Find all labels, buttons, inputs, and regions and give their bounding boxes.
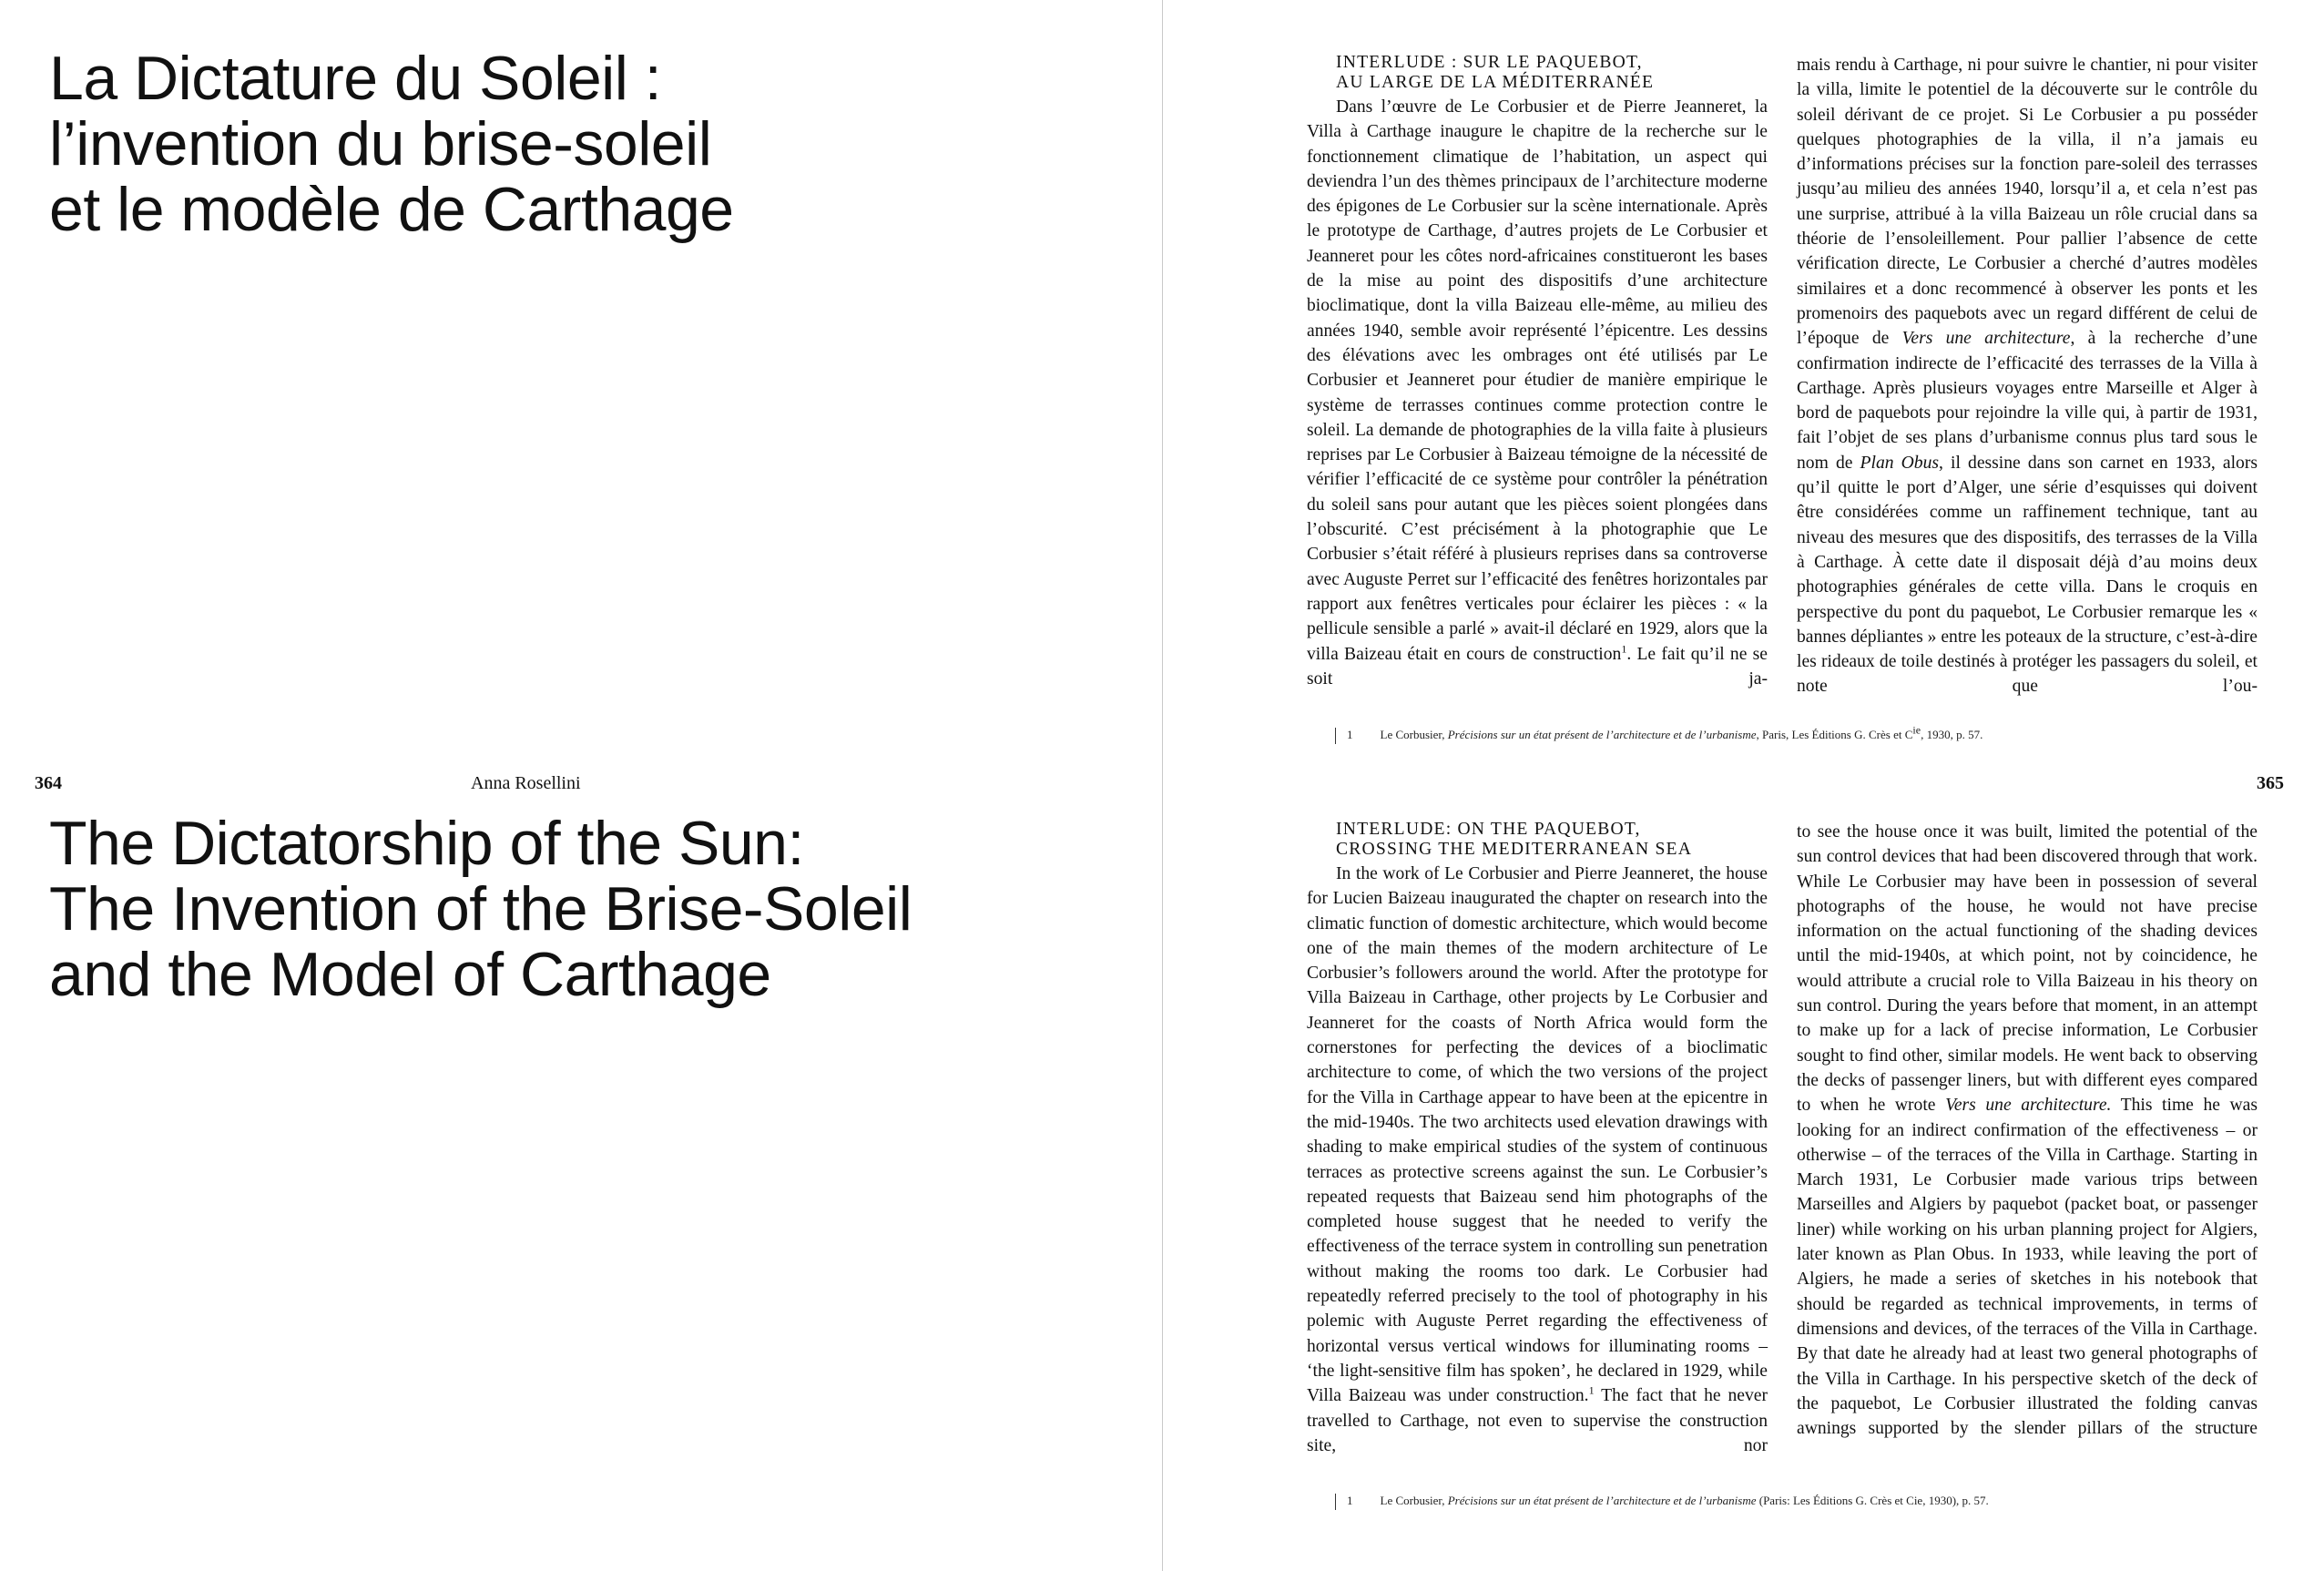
french-note-ref-1[interactable]: 1 (1621, 642, 1627, 655)
english-title (49, 811, 1078, 1007)
french-footnote-title: Précisions sur un état présent de l’architecture et de l’urbanisme (1447, 728, 1757, 741)
french-heading-line-1: INTERLUDE : SUR LE PAQUEBOT, (1336, 53, 1643, 72)
french-paragraph-2 (1797, 53, 2258, 699)
french-footnote (1335, 723, 1983, 744)
english-paragraph-1-text: In the work of Le Corbusier and Pierre Jeanneret, the house for Lucien Baizeau inaugurated the chapter on research into the climatic function of domestic architecture, which would become one of the main themes of the modern architecture of Le Corbusier’s followers around the world. After the prototype for Villa Baizeau in Carthage, other projects by Le Corbusier and Jeanneret for the coasts of North Africa would form the cornerstones for perfecting the devices of a bioclimatic architecture to come, of which the two versions of the project for the Villa in Carthage appear to have been at the epicentre in the mid-1940s. The two architects used elevation drawings with shading to make empirical studies of the system of continuous terraces as protective screens against the sun. Le Corbusier’s repeated requests that Baizeau send him photographs of the completed house suggest that he needed to verify the effectiveness of the terrace system in controlling sun penetration without making the rooms too dark. Le Corbusier had repeatedly referred precisely to the tool of photography in his polemic with Auguste Perret regarding the effectiveness of horizontal versus vertical windows for illuminating rooms – ‘the light-sensitive film has spoken’, he declared in 1929, while Villa Baizeau was under construction. (1307, 864, 1768, 1406)
english-title-line-2: The Invention of the Brise-Soleil (49, 874, 912, 944)
english-footnote-author: Le Corbusier, (1380, 1494, 1448, 1507)
page-number-right: 365 (2257, 773, 2284, 793)
english-paragraph-2-text-a: to see the house once it was built, limited the potential of the sun control devices that had been discovered through that work. While Le Corbusier may have been in possession of several photographs of the house, he would not have precise information on the actual functioning of the shading devices until the mid-1940s, at which point, not by coincidence, he would attribute a crucial role to Villa Baizeau in his theory on sun control. During the years before that moment, in an attempt to make up for a lack of precise information, Le Corbusier sought to find other, similar models. He went back to observing the decks of passenger liners, but with different eyes compared to when he wrote (1797, 822, 2258, 1116)
french-title-line-1: La Dictature du Soleil : (49, 44, 662, 113)
french-paragraph-1 (1307, 95, 1768, 691)
french-text-column-2 (1797, 53, 2258, 699)
french-section-heading (1307, 53, 1768, 93)
english-paragraph-2-text-b: This time he was looking for an indirect confirmation of the effectiveness – or otherwise – of the terraces of the Villa in Carthage. Starting in March 1931, Le Corbusier made various trips between Marseilles and Algiers by paquebot (packet boat, or passenger liner) while working on his urban planning project for Algiers, later known as Plan Obus. In 1933, while leaving the port of Algiers, he made a series of sketches in his notebook that should be regarded as technical improvements, in terms of dimensions and devices, of the terraces of the Villa in Carthage. By that date he already had at least two general photographs of the Villa in Carthage. In his perspective sketch of the deck of the paquebot, Le Corbusier illustrated the folding canvas awnings supported by the slender pillars of the structure (1797, 1096, 2258, 1439)
english-paragraph-2-italic: Vers une architecture. (1945, 1096, 2112, 1116)
french-paragraph-1-text: Dans l’œuvre de Le Corbusier et de Pierre Jeanneret, la Villa à Carthage inaugure le chapitre de la recherche sur le fonctionnement climatique de l’habitation, un aspect qui deviendra l’un des thèmes principaux de l’architecture moderne des épigones de Le Corbusier sur la scène internationale. Après le prototype de Carthage, d’autres projets de Le Corbusier et Jeanneret pour les côtes nord-africaines constitueront les bases de la mise au point des dispositifs d’une architecture bioclimatique, dont la villa Baizeau elle-même, au milieu des années 1940, semble avoir représenté l’épicentre. Les dessins des élévations avec les ombrages ont été utilisés par Le Corbusier et Jeanneret pour étudier de manière empirique le système de terrasses continues comme protection contre le soleil. La demande de photographies de la villa faite à plusieurs reprises par Le Corbusier à Baizeau témoigne de la nécessité de vérifier l’efficacité de ce système pour contrôler la pénétration du soleil sans pour autant que les pièces soient plongées dans l’obscurité. C’est précisément à la photographie que Le Corbusier s’était référé à plusieurs reprises dans sa controverse avec Auguste Perret sur l’efficacité des fenêtres horizontales par rapport aux fenêtres verticales pour éclairer les pièces : « la pellicule sensible a parlé » avait-il déclaré en 1929, alors que la villa Baizeau était en cours de construction (1307, 97, 1768, 664)
french-footnote-author: Le Corbusier, (1380, 728, 1448, 741)
french-footnote-end: , 1930, p. 57. (1921, 728, 1983, 741)
footnote-rule (1335, 728, 1336, 744)
english-title-line-1: The Dictatorship of the Sun: (49, 809, 804, 878)
french-paragraph-2-italic-2: Plan Obus (1860, 453, 1940, 473)
english-footnote-number: 1 (1347, 1494, 1353, 1507)
english-footnote-title: Précisions sur un état présent de l’architecture et de l’urbanisme (1447, 1494, 1757, 1507)
french-footnote-superscript: ie (1912, 723, 1921, 737)
footnote-rule (1335, 1494, 1336, 1510)
english-footnote (1335, 1494, 1989, 1510)
english-heading-line-2: CROSSING THE MEDITERRANEAN SEA (1336, 840, 1693, 859)
french-footnote-publisher: , Paris, Les Éditions G. Crès et C (1756, 728, 1913, 741)
english-text-column-2 (1797, 820, 2258, 1441)
french-paragraph-2-text-a: mais rendu à Carthage, ni pour suivre le chantier, ni pour visiter la villa, limite le potentiel de la découverte sur le contrôle du soleil dérivant de ce projet. Si Le Corbusier a pu posséder quelques photographies de la villa, il n’a jamais eu d’informations précises sur la fonction pare-soleil des terrasses jusqu’au milieu des années 1940, lorsqu’il a, et cela n’est pas une surprise, attribué à la villa Baizeau un rôle crucial dans sa théorie de l’ensoleillement. Pour pallier l’absence de cette vérification directe, Le Corbusier a cherché d’autres modèles similaires et a donc recommencé à observer les ponts et les promenoirs des paquebots avec un regard différent de celui de l’époque de (1797, 56, 2258, 349)
french-title-line-3: et le modèle de Carthage (49, 175, 734, 244)
english-heading-line-1: INTERLUDE: ON THE PAQUEBOT, (1336, 820, 1641, 839)
french-paragraph-1-end: . Le fait qu’il ne se soit ja- (1307, 644, 1768, 689)
english-section-heading (1307, 820, 1768, 860)
english-paragraph-2 (1797, 820, 2258, 1441)
english-title-line-3: and the Model of Carthage (49, 940, 771, 1009)
french-text-column-1 (1307, 53, 1768, 691)
english-footnote-publisher: (Paris: Les Éditions G. Crès et Cie, 1930), p. 57. (1756, 1494, 1989, 1507)
author-name: Anna Rosellini (471, 773, 581, 793)
french-paragraph-2-text-b: , à la recherche d’une confirmation indirecte de l’efficacité des terrasses de la Villa à Carthage. Après plusieurs voyages entre Marseille et Alger à bord de paquebots pour rejoindre la ville qui, à partir de 1931, fait l’objet de ses plans d’urbanisme connus plus tard sous le nom de (1797, 329, 2258, 473)
french-paragraph-2-italic-1: Vers une architecture (1901, 329, 2071, 349)
english-note-ref-1[interactable]: 1 (1588, 1383, 1595, 1397)
english-text-column-1 (1307, 820, 1768, 1458)
french-footnote-number: 1 (1347, 728, 1353, 741)
french-title-line-2: l’invention du brise-soleil (49, 109, 712, 179)
english-paragraph-1 (1307, 862, 1768, 1458)
page-gutter-divider (1162, 0, 1163, 1571)
french-title (49, 46, 1078, 242)
english-paragraph-1-end: The fact that he never travelled to Carthage, not even to supervise the construction site, nor (1307, 1386, 1768, 1455)
page-number-left: 364 (35, 773, 62, 793)
french-paragraph-2-text-c: , il dessine dans son carnet en 1933, alors qu’il quitte le port d’Alger, une série d’esquisses qui doivent être considérées comme un raffinement technique, tant au niveau des mesures que des dispositifs, des terrasses de la Villa à Carthage. À cette date il disposait déjà d’au moins deux photographies générales de cette villa. Dans le croquis en perspective du pont du paquebot, Le Corbusier remarque les « bannes dépliantes » entre les poteaux de la structure, c’est-à-dire les rideaux de toile destinés à protéger les passagers du soleil, et note que l’ou- (1797, 453, 2258, 697)
french-heading-line-2: AU LARGE DE LA MÉDITERRANÉE (1336, 73, 1655, 92)
